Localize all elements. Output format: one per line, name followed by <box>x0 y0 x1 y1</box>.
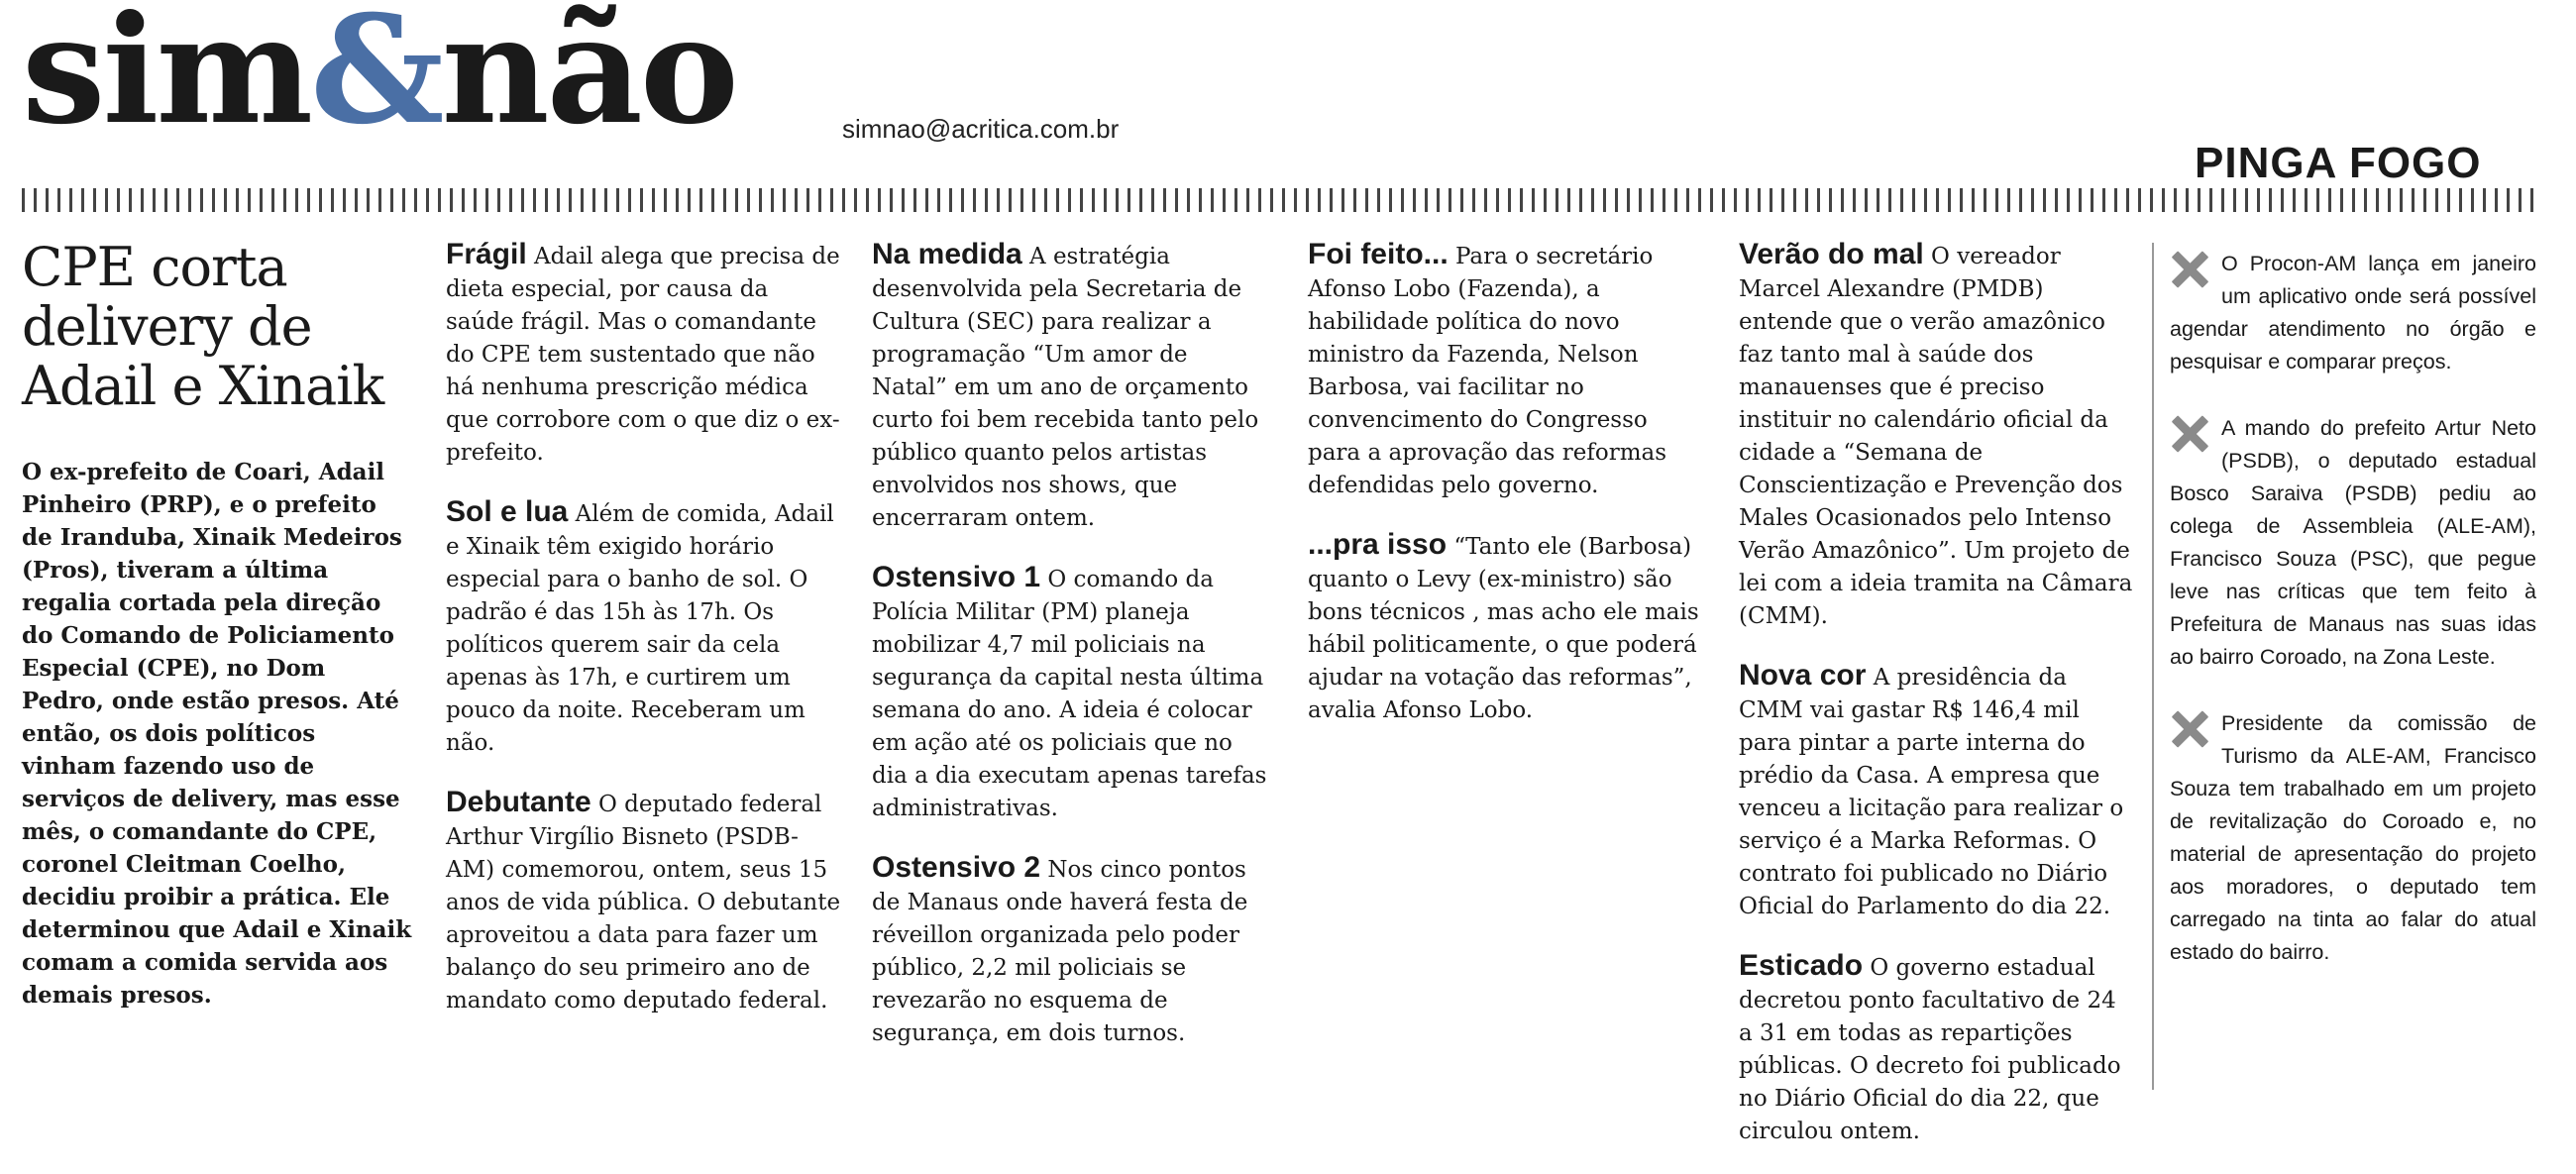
x-mark-icon <box>2170 709 2209 749</box>
main-story <box>22 238 413 1037</box>
header-rule <box>22 188 2538 212</box>
pinga-fogo-divider <box>2152 243 2154 1090</box>
note-text: O comando da Polícia Militar (PM) planeja mobilizar 4,7 mil policiais na segurança da capital nesta última semana do ano. A ideia é colocar em ação até os policiais que no dia a dia executam apenas tarefas administrativas. <box>872 567 1267 821</box>
note-text: Para o secretário Afonso Lobo (Fazenda), a habilidade política do novo ministro da Fazenda, Nelson Barbosa, vai facilitar no convencimento do Congresso para a aprovação das reformas defendidas pelo governo. <box>1308 244 1667 498</box>
masthead-title <box>22 0 736 158</box>
pinga-fogo-item <box>2170 412 2536 674</box>
note-head: Na medida <box>872 238 1022 270</box>
lead-text: O ex-prefeito de Coari, Adail Pinheiro (PRP), e o prefeito de Iranduba, Xinaik Medeiros (Pros), tiveram a última regalia cortada pela direção do Comando de Policiamento Especial (CPE), no Dom Pedro, onde estão presos. Até então, os dois políticos vinham fazendo uso de serviços de delivery, mas esse mês, o comandante do CPE, coronel Cleitman Coelho, decidiu proibir a prática. Ele determinou que Adail e Xinaik comam a comida servida aos demais presos. <box>22 459 412 1009</box>
note-head: Verão do mal <box>1739 238 1924 270</box>
note-text: A estratégia desenvolvida pela Secretaria de Cultura (SEC) para realizar a programação “Um amor de Natal” em um ano de orçamento curto foi bem recebida tanto pelo público quanto pelos artistas envolvidos nos shows, que encerraram ontem. <box>872 244 1259 531</box>
note-ostensivo-1 <box>872 561 1268 825</box>
pinga-fogo-item <box>2170 248 2536 378</box>
note-head: Frágil <box>446 238 527 270</box>
note-sol-e-lua <box>446 495 842 760</box>
note-head: Sol e lua <box>446 495 569 528</box>
note-fragil <box>446 238 842 470</box>
note-text: O vereador Marcel Alexandre (PMDB) entende que o verão amazônico faz tanto mal à saúde dos manauenses que é preciso instituir no calendário oficial da cidade a “Semana de Conscientização e Prevenção dos Males Ocasionados pelo Intenso Verão Amazônico”. Um projeto de lei com a ideia tramita na Câmara (CMM). <box>1739 244 2133 629</box>
note-text: Nos cinco pontos de Manaus onde haverá festa de réveillon organizada pelo poder público, 2,2 mil policiais se revezarão no esquema de segurança, em dois turnos. <box>872 857 1248 1046</box>
note-head: Esticado <box>1739 949 1864 982</box>
masthead-ampersand: & <box>310 0 442 158</box>
note-text: “Tanto ele (Barbosa) quanto o Levy (ex-ministro) são bons técnicos , mas acho ele mais hábil politicamente, o que poderá ajudar na votação das reformas”, avalia Afonso Lobo. <box>1308 534 1699 723</box>
note-head: Ostensivo 2 <box>872 851 1041 884</box>
x-mark-icon <box>2170 414 2209 454</box>
note-text: Além de comida, Adail e Xinaik têm exigido horário especial para o banho de sol. O padrão é das 15h às 17h. Os políticos querem sair da cela apenas às 17h, e curtirem um pouco da noite. Receberam um não. <box>446 501 834 756</box>
note-text: O governo estadual decretou ponto facultativo de 24 a 31 em todas as repartições públicas. O decreto foi publicado no Diário Oficial do dia 22, que circulou ontem. <box>1739 955 2121 1144</box>
notes-column-4 <box>1739 238 2135 1174</box>
note-head: Nova cor <box>1739 659 1867 692</box>
note-debutante <box>446 786 842 1017</box>
pinga-fogo-item <box>2170 707 2536 969</box>
note-text: Adail alega que precisa de dieta especial, por causa da saúde frágil. Mas o comandante do CPE tem sustentado que não há nenhuma prescrição médica que corrobore com o que diz o ex-prefeito. <box>446 244 840 466</box>
note-ostensivo-2 <box>872 851 1268 1050</box>
headline: CPE corta delivery de Adail e Xinaik <box>22 236 384 417</box>
section-label: PINGA FOGO <box>2195 139 2482 187</box>
note-foi-feito <box>1308 238 1704 502</box>
x-mark-icon <box>2170 250 2209 289</box>
note-verao-do-mal <box>1739 238 2135 633</box>
contact-email[interactable]: simnao@acritica.com.br <box>842 114 1120 144</box>
note-head: Ostensivo 1 <box>872 561 1041 593</box>
note-head: ...pra isso <box>1308 528 1448 561</box>
note-head: Debutante <box>446 786 591 818</box>
pinga-fogo-column <box>2170 248 2536 1003</box>
pinga-fogo-text: A mando do prefeito Artur Neto (PSDB), o deputado estadual Bosco Saraiva (PSDB) pediu ao colega de Assembleia (ALE-AM), Francisco Souza (PSC), que pegue leve nas críticas que tem feito à Prefeitura de Manaus nas suas idas ao bairro Coroado, na Zona Leste. <box>2170 416 2536 669</box>
pinga-fogo-text: O Procon-AM lança em janeiro um aplicativo onde será possível agendar atendimento no órgão e pesquisar e comparar preços. <box>2170 252 2536 374</box>
masthead-title-sim: sim <box>22 0 311 158</box>
masthead-title-nao: não <box>441 0 736 158</box>
notes-column-2 <box>872 238 1268 1076</box>
pinga-fogo-text: Presidente da comissão de Turismo da ALE-AM, Francisco Souza tem trabalhado em um projeto de revitalização do Coroado e, no material de apresentação do projeto aos moradores, o deputado tem carregado na tinta ao falar do atual estado do bairro. <box>2170 711 2536 964</box>
note-na-medida <box>872 238 1268 535</box>
notes-column-3 <box>1308 238 1704 753</box>
note-head: Foi feito... <box>1308 238 1449 270</box>
note-nova-cor <box>1739 659 2135 923</box>
note-text: O deputado federal Arthur Virgílio Bisneto (PSDB-AM) comemorou, ontem, seus 15 anos de vida pública. O debutante aproveitou a data para fazer um balanço do seu primeiro ano de mandato como deputado federal. <box>446 792 841 1014</box>
note-text: A presidência da CMM vai gastar R$ 146,4 mil para pintar a parte interna do prédio da Casa. A empresa que venceu a licitação para realizar o serviço é a Marka Reformas. O contrato foi publicado no Diário Oficial do Parlamento do dia 22. <box>1739 665 2124 919</box>
notes-column-1 <box>446 238 842 1043</box>
note-pra-isso <box>1308 528 1704 727</box>
note-esticado <box>1739 949 2135 1148</box>
